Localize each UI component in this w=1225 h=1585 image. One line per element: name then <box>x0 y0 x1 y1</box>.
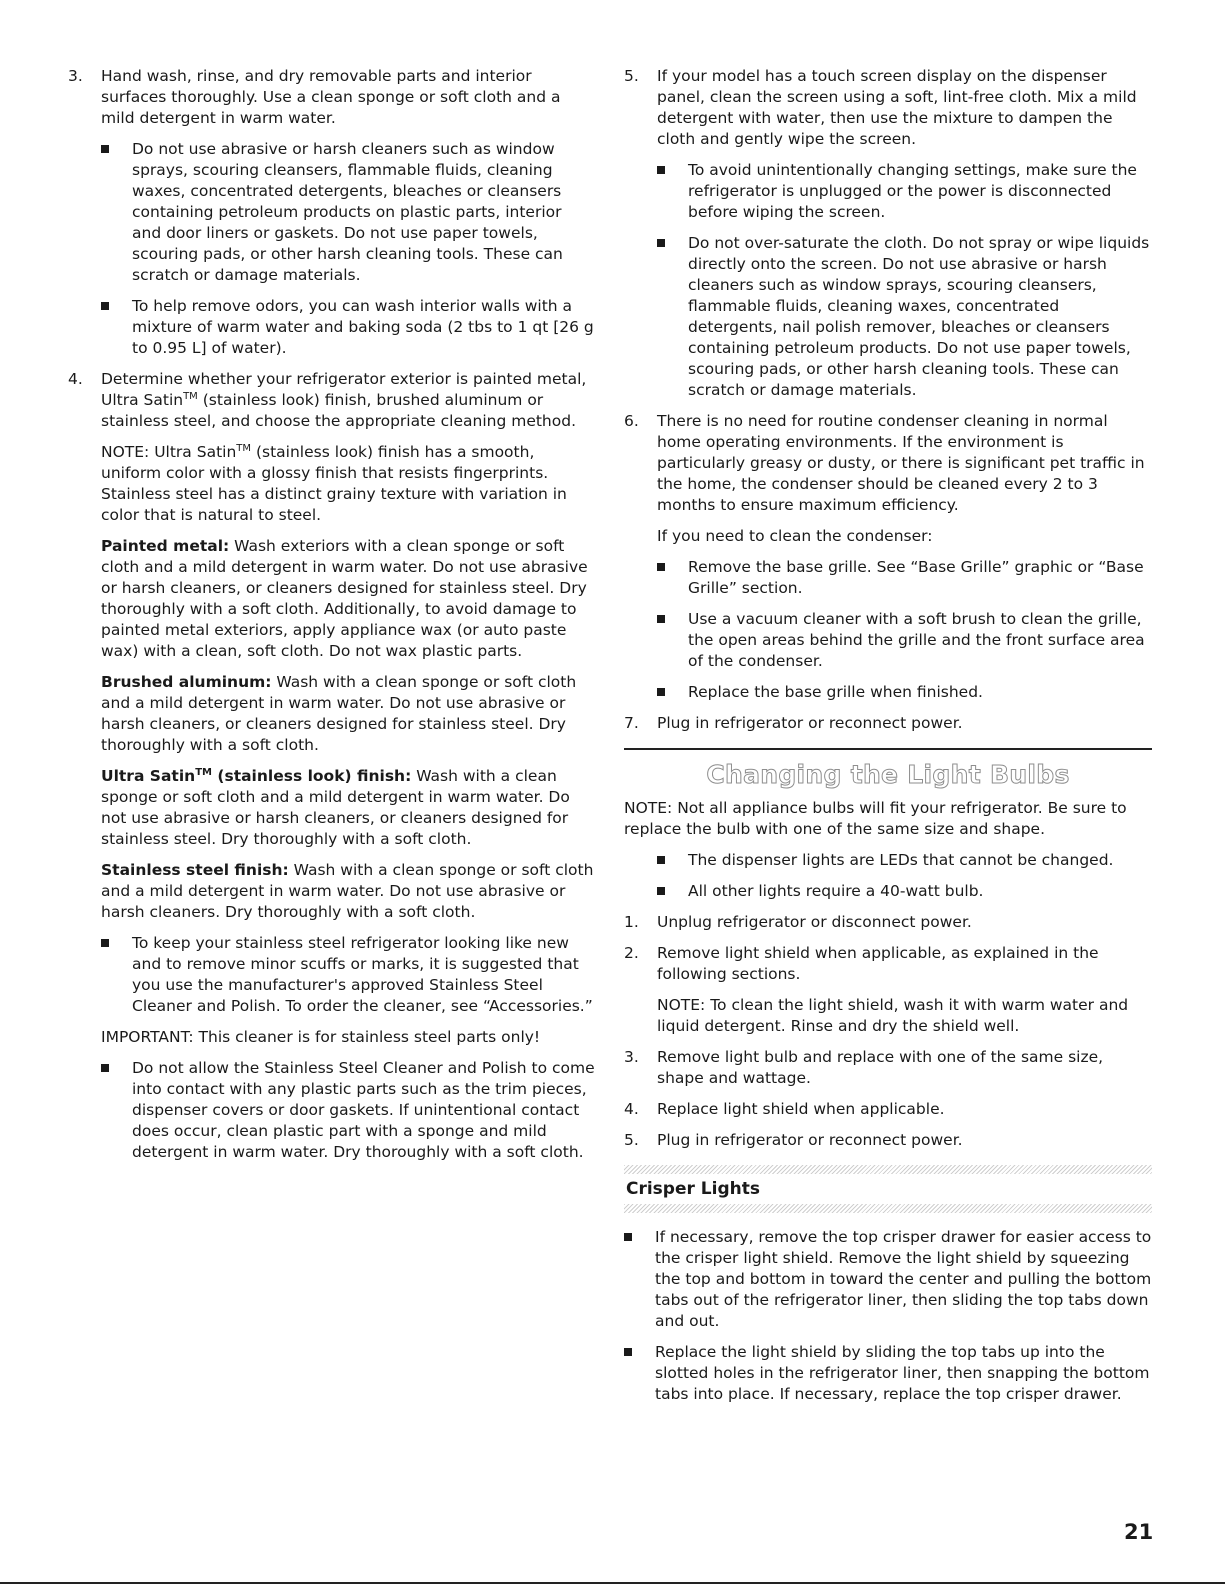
step-7: 7. Plug in refrigerator or reconnect power. <box>624 714 963 732</box>
painted-metal-paragraph: Painted metal: Wash exteriors with a clean sponge or soft cloth and a mild detergent in warm water. Do not use abrasive or harsh cleaners, or cleaners designed for stainless steel. Dry thoroughly with a soft cloth. Additionally, to avoid damage to painted metal exteriors, apply appliance wax (or auto paste wax) with a clean, soft cloth. Do not wax plastic parts. <box>101 537 588 660</box>
list-item: Replace the base grille when finished. <box>657 682 1152 703</box>
step-6-details <box>657 526 1152 703</box>
left-column <box>68 66 595 1173</box>
light-shield-note: NOTE: To clean the light shield, wash it with warm water and liquid detergent. Rinse and dry the shield well. <box>657 996 1129 1035</box>
important-paragraph: IMPORTANT: This cleaner is for stainless steel parts only! <box>101 1028 541 1046</box>
list-item: The dispenser lights are LEDs that cannot be changed. <box>657 850 1152 871</box>
list-item: Replace the light shield by sliding the top tabs up into the slotted holes in the refrigerator liner, then snapping the bottom tabs into place. If necessary, replace the top crisper drawer. <box>624 1342 1152 1405</box>
bulb-step-1: 1. Unplug refrigerator or disconnect power. <box>624 913 972 931</box>
bulb-note: NOTE: Not all appliance bulbs will fit your refrigerator. Be sure to replace the bulb with one of the same size and shape. <box>624 799 1127 838</box>
list-item: Do not allow the Stainless Steel Cleaner and Polish to come into contact with any plastic parts such as the trim pieces, dispenser covers or door gaskets. If unintentional contact does occur, clean plastic part with a sponge and mild detergent in warm water. Dry thoroughly with a soft cloth. <box>101 1058 595 1163</box>
list-item: Use a vacuum cleaner with a soft brush to clean the grille, the open areas behind the grille and the front surface area of the condenser. <box>657 609 1152 672</box>
finish-note: NOTE: Ultra Satin™ (stainless look) finish has a smooth, uniform color with a glossy finish that resists fingerprints. Stainless steel has a distinct grainy texture with variation in color that is natural to steel. <box>101 442 567 524</box>
exterior-finishes <box>101 442 595 1163</box>
subsection-title: Crisper Lights <box>626 1179 760 1199</box>
list-item: To help remove odors, you can wash interior walls with a mixture of warm water and baking soda (2 tbs to 1 qt [26 g to 0.95 L] of water). <box>101 296 595 359</box>
step-3: 3. Hand wash, rinse, and dry removable parts and interior surfaces thoroughly. Use a clean sponge or soft cloth and a mild detergent in warm water. <box>68 67 561 127</box>
step-3-bullets <box>101 139 595 359</box>
list-item: Remove the base grille. See “Base Grille” graphic or “Base Grille” section. <box>657 557 1152 599</box>
bulb-note-bullets <box>657 850 1152 902</box>
list-item: To avoid unintentionally changing settings, make sure the refrigerator is unplugged or the power is disconnected before wiping the screen. <box>657 160 1152 223</box>
list-item: All other lights require a 40-watt bulb. <box>657 881 1152 902</box>
subsection-header <box>624 1165 1152 1213</box>
step-5-bullets <box>657 160 1152 401</box>
stainless-steel-paragraph: Stainless steel finish: Wash with a clean sponge or soft cloth and a mild detergent in warm water. Do not use abrasive or harsh cleaners. Dry thoroughly with a soft cloth. <box>101 861 594 921</box>
list-item: Do not use abrasive or harsh cleaners such as window sprays, scouring cleansers, flammable fluids, cleaning waxes, concentrated detergents, bleaches or cleansers containing petroleum products on plastic parts, interior and door liners or gaskets. Do not use paper towels, scouring pads, or other harsh cleaning tools. These can scratch or damage materials. <box>101 139 595 286</box>
bulb-step-5: 5. Plug in refrigerator or reconnect power. <box>624 1131 963 1149</box>
step-4: 4. Determine whether your refrigerator exterior is painted metal, Ultra Satin™ (stainless look) finish, brushed aluminum or stainless steel, and choose the appropriate cleaning method. <box>68 370 587 430</box>
bulb-step-2: 2. Remove light shield when applicable, as explained in the following sections. <box>624 944 1099 983</box>
page-bottom-rule <box>0 1582 1225 1584</box>
section-divider <box>624 748 1152 750</box>
section-heading: Changing the Light Bulbs <box>706 760 1070 789</box>
page-number: 21 <box>1124 1520 1154 1544</box>
step-6: 6. There is no need for routine condenser cleaning in normal home operating environments. If the environment is particularly greasy or dusty, or there is significant pet traffic in the home, the condenser should be cleaned every 2 to 3 months to ensure maximum efficiency. <box>624 412 1145 514</box>
condenser-intro: If you need to clean the condenser: <box>657 527 933 545</box>
bulb-step-4: 4. Replace light shield when applicable. <box>624 1100 945 1118</box>
ultra-satin-paragraph: Ultra Satin™ (stainless look) finish: Wash with a clean sponge or soft cloth and a mild detergent in warm water. Do not use abrasive or harsh cleaners, or cleaners designed for stainless steel. Dry thoroughly with a soft cloth. <box>101 766 570 848</box>
list-item: To keep your stainless steel refrigerator looking like new and to remove minor scuffs or marks, it is suggested that you use the manufacturer's approved Stainless Steel Cleaner and Polish. To order the cleaner, see “Accessories.” <box>101 933 595 1017</box>
brushed-aluminum-paragraph: Brushed aluminum: Wash with a clean sponge or soft cloth and a mild detergent in warm water. Do not use abrasive or harsh cleaners, or cleaners designed for stainless steel. Dry thoroughly with a soft cloth. <box>101 673 577 754</box>
list-item: Do not over-saturate the cloth. Do not spray or wipe liquids directly onto the screen. Do not use abrasive or harsh cleaners such as window sprays, scouring cleansers, flammable fluids, cleaning waxes, concentrated detergents, nail polish remover, bleaches or cleansers containing petroleum products. Do not use paper towels, scouring pads, or other harsh cleaning tools. These can scratch or damage materials. <box>657 233 1152 401</box>
right-column <box>624 66 1152 1415</box>
stripe-divider-top <box>624 1165 1152 1174</box>
step-5: 5. If your model has a touch screen display on the dispenser panel, clean the screen using a soft, lint-free cloth. Mix a mild detergent with water, then use the mixture to dampen the cloth and gently wipe the screen. <box>624 67 1137 148</box>
stripe-divider-bottom <box>624 1204 1152 1213</box>
list-item: If necessary, remove the top crisper drawer for easier access to the crisper light shield. Remove the light shield by squeezing the top and bottom in toward the center and pulling the bottom tabs out of the refrigerator liner, then sliding the top tabs down and out. <box>624 1227 1152 1332</box>
bulb-step-3: 3. Remove light bulb and replace with one of the same size, shape and wattage. <box>624 1048 1104 1087</box>
